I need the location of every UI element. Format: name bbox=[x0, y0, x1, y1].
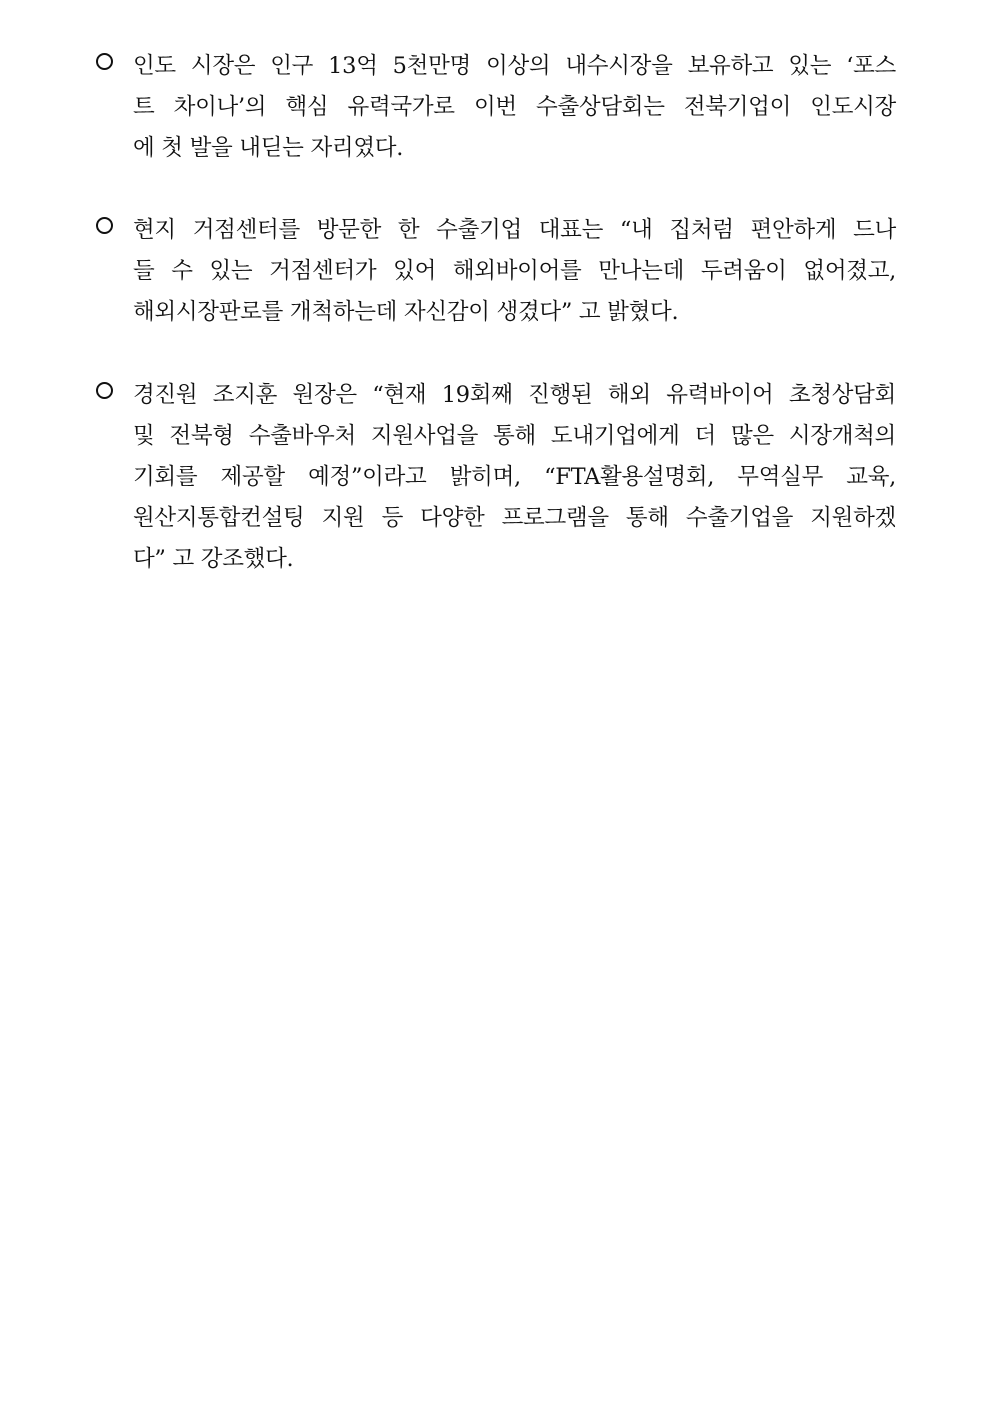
paragraph-line: 해외시장판로를 개척하는데 자신감이 생겼다” 고 밝혔다. bbox=[133, 299, 679, 325]
paragraph-line: 현지 거점센터를 방문한 한 수출기업 대표는 “내 집처럼 편안하게 드나 bbox=[133, 217, 896, 243]
paragraph-line: 트 차이나’의 핵심 유력국가로 이번 수출상담회는 전북기업이 인도시장 bbox=[133, 94, 896, 120]
circle-bullet-icon bbox=[96, 382, 113, 399]
paragraph-line: 들 수 있는 거점센터가 있어 해외바이어를 만나는데 두려움이 없어졌고, bbox=[133, 258, 896, 284]
circle-bullet-icon bbox=[96, 217, 113, 234]
paragraph-line: 인도 시장은 인구 13억 5천만명 이상의 내수시장을 보유하고 있는 ‘포스 bbox=[133, 53, 896, 79]
paragraph-line: 원산지통합컨설팅 지원 등 다양한 프로그램을 통해 수출기업을 지원하겠 bbox=[133, 505, 896, 531]
paragraph-line: 다” 고 강조했다. bbox=[133, 546, 294, 572]
paragraph-line: 에 첫 발을 내딛는 자리였다. bbox=[133, 135, 404, 161]
paragraph-line: 경진원 조지훈 원장은 “현재 19회째 진행된 해외 유력바이어 초청상담회 bbox=[133, 382, 896, 408]
paragraph-line: 기회를 제공할 예정”이라고 밝히며, “FTA활용설명회, 무역실무 교육, bbox=[133, 464, 896, 490]
paragraph-line: 및 전북형 수출바우처 지원사업을 통해 도내기업에게 더 많은 시장개척의 bbox=[133, 423, 896, 449]
circle-bullet-icon bbox=[96, 53, 113, 70]
